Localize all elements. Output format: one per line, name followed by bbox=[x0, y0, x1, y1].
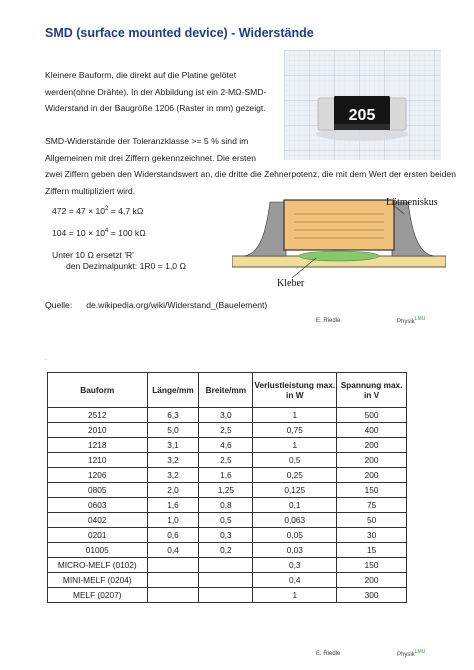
table-row bbox=[48, 558, 407, 573]
header-spannung: Spannung max. in V bbox=[337, 373, 407, 408]
table-cell: 0,1 bbox=[253, 498, 337, 513]
table-cell: 1206 bbox=[48, 468, 148, 483]
table-cell: 1,6 bbox=[199, 468, 253, 483]
table-row bbox=[48, 453, 407, 468]
table-row bbox=[48, 588, 407, 603]
table-cell bbox=[147, 558, 199, 573]
table-cell: 0402 bbox=[48, 513, 148, 528]
table-row bbox=[48, 528, 407, 543]
table-cell: 2,5 bbox=[199, 423, 253, 438]
marking-paragraph: SMD-Widerstände der Toleranzklasse >= 5 % sind im Allgemeinen mit drei Ziffern gekennzeichnet. Die ersten bbox=[45, 136, 256, 163]
table-cell: 1 bbox=[253, 408, 337, 423]
table-cell: 2,5 bbox=[199, 453, 253, 468]
header-breite: Breite/mm bbox=[199, 373, 253, 408]
table-cell: 0,4 bbox=[253, 573, 337, 588]
table-cell: 0,05 bbox=[253, 528, 337, 543]
table-cell: 5,0 bbox=[147, 423, 199, 438]
table-cell: 0,125 bbox=[253, 483, 337, 498]
table-cell: 2,0 bbox=[147, 483, 199, 498]
table-cell: 2512 bbox=[48, 408, 148, 423]
table-cell: 1 bbox=[253, 438, 337, 453]
table-cell: 200 bbox=[337, 453, 407, 468]
table-cell bbox=[199, 588, 253, 603]
table-cell bbox=[147, 573, 199, 588]
table-cell: MELF (0207) bbox=[48, 588, 148, 603]
table-cell: 1 bbox=[253, 588, 337, 603]
table-cell: 200 bbox=[337, 438, 407, 453]
footer-author: E. Riedle bbox=[316, 318, 341, 324]
table-cell: 30 bbox=[337, 528, 407, 543]
intro-paragraph: Kleinere Bauform, die direkt auf die Platine gelötet werden(ohne Drähte). In der Abbildung ist ein 2-MΩ-SMD-Widerstand in der Baugröße 1206 (Raster in mm) gezeigt. bbox=[45, 70, 267, 113]
header-laenge: Länge/mm bbox=[147, 373, 199, 408]
table-cell bbox=[199, 573, 253, 588]
table-cell: 200 bbox=[337, 468, 407, 483]
formula-104: $104 = 10 \times 10^4 = 100$ kΩ bbox=[52, 228, 146, 238]
table-row bbox=[48, 408, 407, 423]
table-row bbox=[48, 573, 407, 588]
source-url[interactable]: de.wikipedia.org/wiki/Widerstand_(Bauelement) bbox=[86, 300, 268, 310]
table-cell: 1,6 bbox=[147, 498, 199, 513]
table-cell: 0,8 bbox=[199, 498, 253, 513]
table-cell: 400 bbox=[337, 423, 407, 438]
source-label: Quelle: bbox=[45, 300, 73, 310]
table-cell: 75 bbox=[337, 498, 407, 513]
table-row bbox=[48, 498, 407, 513]
table-cell: 300 bbox=[337, 588, 407, 603]
table-cell: 1,0 bbox=[147, 513, 199, 528]
table-cell: 0,3 bbox=[253, 558, 337, 573]
table-row bbox=[48, 438, 407, 453]
table-row bbox=[48, 423, 407, 438]
solder-meniscus-label: Lötmeniskus bbox=[386, 197, 438, 208]
page-separator: . bbox=[45, 355, 47, 362]
table-cell: 1218 bbox=[48, 438, 148, 453]
table-cell: 0,5 bbox=[253, 453, 337, 468]
smd-sizes-table bbox=[47, 372, 407, 603]
table-cell: 3,1 bbox=[147, 438, 199, 453]
marking-paragraph-continued: zwei Ziffern geben den Widerstandswert an, die dritte die Zehnerpotenz, die mit dem Wert der ersten beiden Ziffern multipliziert wird. bbox=[45, 169, 456, 196]
table-cell: 4,6 bbox=[199, 438, 253, 453]
table-cell bbox=[147, 588, 199, 603]
solder-meniscus-right bbox=[392, 202, 434, 256]
table-cell: 0,4 bbox=[147, 543, 199, 558]
table-cell: 0,75 bbox=[253, 423, 337, 438]
source-line bbox=[45, 300, 267, 310]
header-bauform: Bauform bbox=[48, 373, 148, 408]
table-cell bbox=[199, 558, 253, 573]
table-cell: 150 bbox=[337, 483, 407, 498]
formula-r-notation: Unter 10 Ω ersetzt 'R' den Dezimalpunkt: 1R0 = 1,0 Ω bbox=[52, 250, 186, 271]
table-cell: 2010 bbox=[48, 423, 148, 438]
table-row bbox=[48, 513, 407, 528]
table-cell: 0,2 bbox=[199, 543, 253, 558]
table-row bbox=[48, 543, 407, 558]
table-cell: 0603 bbox=[48, 498, 148, 513]
table-cell: 3,2 bbox=[147, 468, 199, 483]
resistor-marking: 205 bbox=[348, 107, 376, 124]
table-row bbox=[48, 483, 407, 498]
table-cell: 200 bbox=[337, 573, 407, 588]
table-cell: 0,3 bbox=[199, 528, 253, 543]
smd-resistor-photo bbox=[284, 50, 441, 160]
table-row bbox=[48, 468, 407, 483]
resistor-body bbox=[284, 200, 394, 250]
table-cell: 0,03 bbox=[253, 543, 337, 558]
table-cell: 150 bbox=[337, 558, 407, 573]
table-cell: 50 bbox=[337, 513, 407, 528]
header-verlustleistung: Verlustleistung max. in W bbox=[253, 373, 337, 408]
table-cell: 01005 bbox=[48, 543, 148, 558]
table-cell: 0,063 bbox=[253, 513, 337, 528]
table-cell: MINI-MELF (0204) bbox=[48, 573, 148, 588]
page-title: SMD (surface mounted device) - Widerstände bbox=[45, 26, 314, 40]
table-header-row bbox=[48, 373, 407, 408]
footer-author-bottom: E. Riedle bbox=[316, 651, 341, 657]
table-cell: 0,6 bbox=[147, 528, 199, 543]
table-cell: 0,5 bbox=[199, 513, 253, 528]
table-cell: 3,2 bbox=[147, 453, 199, 468]
footer-physik-lmu: Physik$^{LMU}$ bbox=[397, 316, 426, 325]
glue-label: Kleber bbox=[277, 278, 305, 289]
table-cell: MICRO-MELF (0102) bbox=[48, 558, 148, 573]
solder-meniscus-left bbox=[244, 202, 286, 256]
table-cell: 1210 bbox=[48, 453, 148, 468]
table-cell: 0,25 bbox=[253, 468, 337, 483]
table-cell: 0201 bbox=[48, 528, 148, 543]
footer-physik-lmu-bottom: Physik$^{LMU}$ bbox=[397, 649, 426, 658]
table-cell: 500 bbox=[337, 408, 407, 423]
formula-472: $472 = 47 \times 10^2 = 4,7$ kΩ bbox=[52, 206, 144, 216]
table-cell: 0805 bbox=[48, 483, 148, 498]
table-cell: 1,25 bbox=[199, 483, 253, 498]
glue-dot bbox=[299, 251, 379, 261]
table-cell: 6,3 bbox=[147, 408, 199, 423]
table-cell: 3,0 bbox=[199, 408, 253, 423]
table-cell: 15 bbox=[337, 543, 407, 558]
